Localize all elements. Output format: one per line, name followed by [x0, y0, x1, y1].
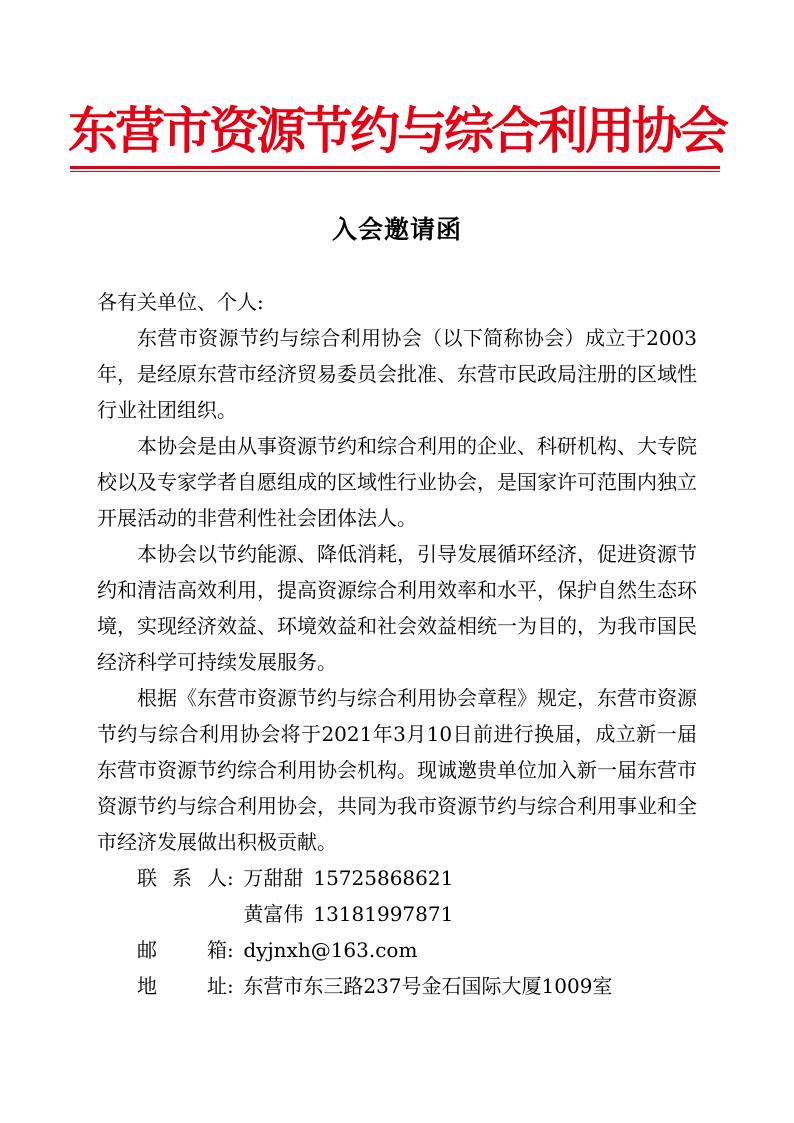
contact-person-row: [97, 860, 697, 896]
contact-person-phone: 15725868621: [313, 866, 454, 890]
document-title: 入会邀请函: [331, 215, 462, 244]
contact-email-value: dyjnxh@163.com: [243, 938, 418, 962]
colon: :: [227, 938, 234, 962]
paragraph-intro: 东营市资源节约与综合利用协会（以下简称协会）成立于2003年，是经原东营市经济贸易委员会批准、东营市民政局注册的区域性行业社团组织。: [97, 326, 697, 422]
paragraph-invitation: 根据《东营市资源节约与综合利用协会章程》规定，东营市资源节约与综合利用协会将于2021年3月10日前进行换届，成立新一届东营市资源节约综合利用协会机构。现诚邀贵单位加入新一届东营市资源节约与综合利用协会，共同为我市资源节约与综合利用事业和全市经济发展做出积极贡献。: [97, 686, 697, 854]
paragraph-purpose: 本协会以节约能源、降低消耗，引导发展循环经济，促进资源节约和清洁高效利用，提高资源综合利用效率和水平，保护自然生态环境，实现经济效益、环境效益和社会效益相统一为目的，为我市国民经济科学可持续发展服务。: [97, 542, 697, 674]
contact-person-label: 联系人: [137, 866, 227, 890]
contact-address-row: [97, 968, 697, 1004]
paragraph-composition: 本协会是由从事资源节约和综合利用的企业、科研机构、大专院校以及专家学者自愿组成的区域性行业协会，是国家许可范围内独立开展活动的非营利性社会团体法人。: [97, 434, 697, 530]
contact-person-phone: 13181997871: [313, 902, 454, 926]
contact-email-label: 邮 箱: [137, 938, 227, 962]
letterhead-red-rule-thick: [70, 166, 720, 169]
contact-address-label: 地 址: [137, 974, 227, 998]
contact-email-row: [97, 932, 697, 968]
contact-person-name: 万甜甜: [243, 866, 304, 890]
letterhead-organization-name: 东营市资源节约与综合利用协会: [68, 101, 726, 160]
colon: :: [227, 866, 234, 890]
salutation: 各有关单位、个人:: [97, 290, 264, 314]
letterhead-red-rule-thin: [70, 171, 720, 172]
colon: :: [227, 974, 234, 998]
contact-address-value: 东营市东三路237号金石国际大厦1009室: [243, 974, 613, 998]
contact-person-name: 黄富伟: [243, 902, 304, 926]
contact-person-row: [97, 896, 697, 932]
document-body: [97, 284, 697, 1004]
